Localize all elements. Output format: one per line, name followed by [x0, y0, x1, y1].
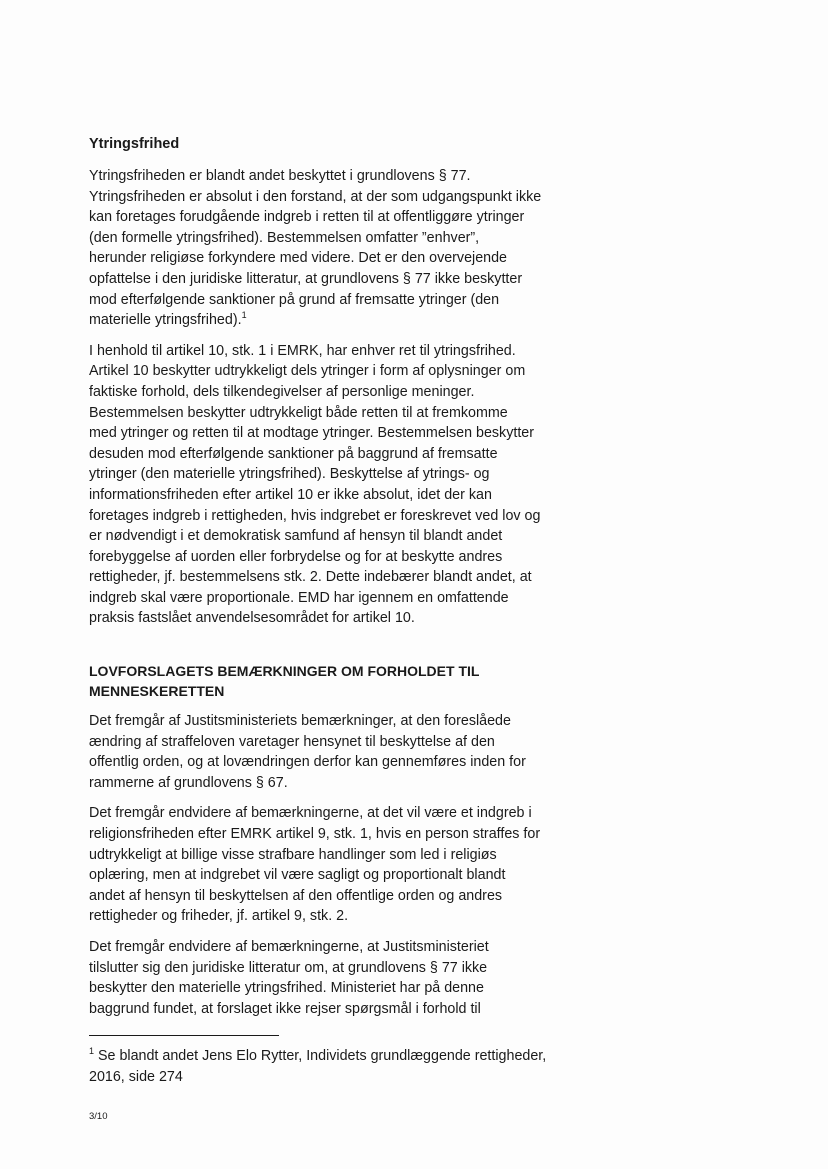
- page-number: 3/10: [89, 1111, 108, 1122]
- footnote-separator: [89, 1035, 279, 1036]
- paragraph-emrk-artikel-10: I henhold til artikel 10, stk. 1 i EMRK, har enhver ret til ytringsfrihed. Artikel 10 beskytter udtrykkeligt dels ytringer i form af oplysninger om faktiske forhold, dels tilkendegivelser af personlige meninger. Bestemmelsen beskytter udtrykkeligt både retten til at fremkomme med ytringer og retten til at modtage ytringer. Bestemmelsen beskytter desuden mod efterfølgende sanktioner på baggrund af fremsatte ytringer (den materielle ytringsfrihed). Beskyttelse af ytrings- og informationsfriheden efter artikel 10 er ikke absolut, idet der kan foretages indgreb i rettigheden, hvis indgrebet er foreskrevet ved lov og er nødvendigt i et demokratisk samfund af hensyn til blandt andet forebyggelse af uorden eller forbrydelse og for at beskytte andres rettigheder, jf. bestemmelsens stk. 2. Dette indebærer blandt andet, at indgreb skal være proportionale. EMD har igennem en omfattende praksis fastslået anvendelsesområdet for artikel 10.: [89, 342, 541, 627]
- footnote-1: [89, 1046, 609, 1087]
- paragraph-text: Ytringsfriheden er blandt andet beskyttet i grundlovens § 77. Ytringsfriheden er absolut i den forstand, at der som udgangspunkt ikke kan foretages forudgående indgreb i retten til at offentliggøre ytringer (den formelle ytringsfrihed). Bestemmelsen omfatter ”enhver”, herunder religiøse forkyndere med videre. Det er den overvejende opfattelse i den juridiske litteratur, at grundlovens § 77 ikke beskytter mod efterfølgende sanktioner på grund af fremsatte ytringer (den materielle ytringsfrihed).: [89, 168, 542, 329]
- section-heading-lovforslagets-bemaerkninger: LOVFORSLAGETS BEMÆRKNINGER OM FORHOLDET TIL MENNESKERETTEN: [89, 663, 480, 700]
- paragraph-juridisk-litteratur: Det fremgår endvidere af bemærkningerne, at Justitsministeriet tilslutter sig den juridiske litteratur om, at grundlovens § 77 ikke beskytter den materielle ytringsfrihed. Ministeriet har på denne baggrund fundet, at forslaget ikke rejser spørgsmål i forhold til: [89, 939, 489, 1017]
- footnote-text: Se blandt andet Jens Elo Rytter, Individets grundlæggende rettigheder, 2016, side 274: [89, 1048, 547, 1085]
- section-heading-ytringsfrihed: Ytringsfrihed: [89, 136, 180, 152]
- footnote-reference[interactable]: 1: [241, 310, 247, 321]
- page-body: [89, 134, 589, 1029]
- section-spacer: [89, 639, 589, 661]
- paragraph-justitsministeriets-bemaerkninger: Det fremgår af Justitsministeriets bemærkninger, at den foreslåede ændring af straffeloven varetager hensynet til beskyttelse af den offentlig orden, og at lovændringen derfor kan gennemføres inden for rammerne af grundlovens § 67.: [89, 713, 526, 791]
- footnote-marker: 1: [89, 1046, 95, 1057]
- paragraph-grundlov-77: [89, 166, 589, 331]
- paragraph-religionsfrihed: Det fremgår endvidere af bemærkningerne, at det vil være et indgreb i religionsfriheden efter EMRK artikel 9, stk. 1, hvis en person straffes for udtrykkeligt at billige visse strafbare handlinger som led i religiøs oplæring, men at indgrebet vil være sagligt og proportionalt blandt andet af hensyn til beskyttelsen af den offentlige orden og andres rettigheder og friheder, jf. artikel 9, stk. 2.: [89, 805, 541, 925]
